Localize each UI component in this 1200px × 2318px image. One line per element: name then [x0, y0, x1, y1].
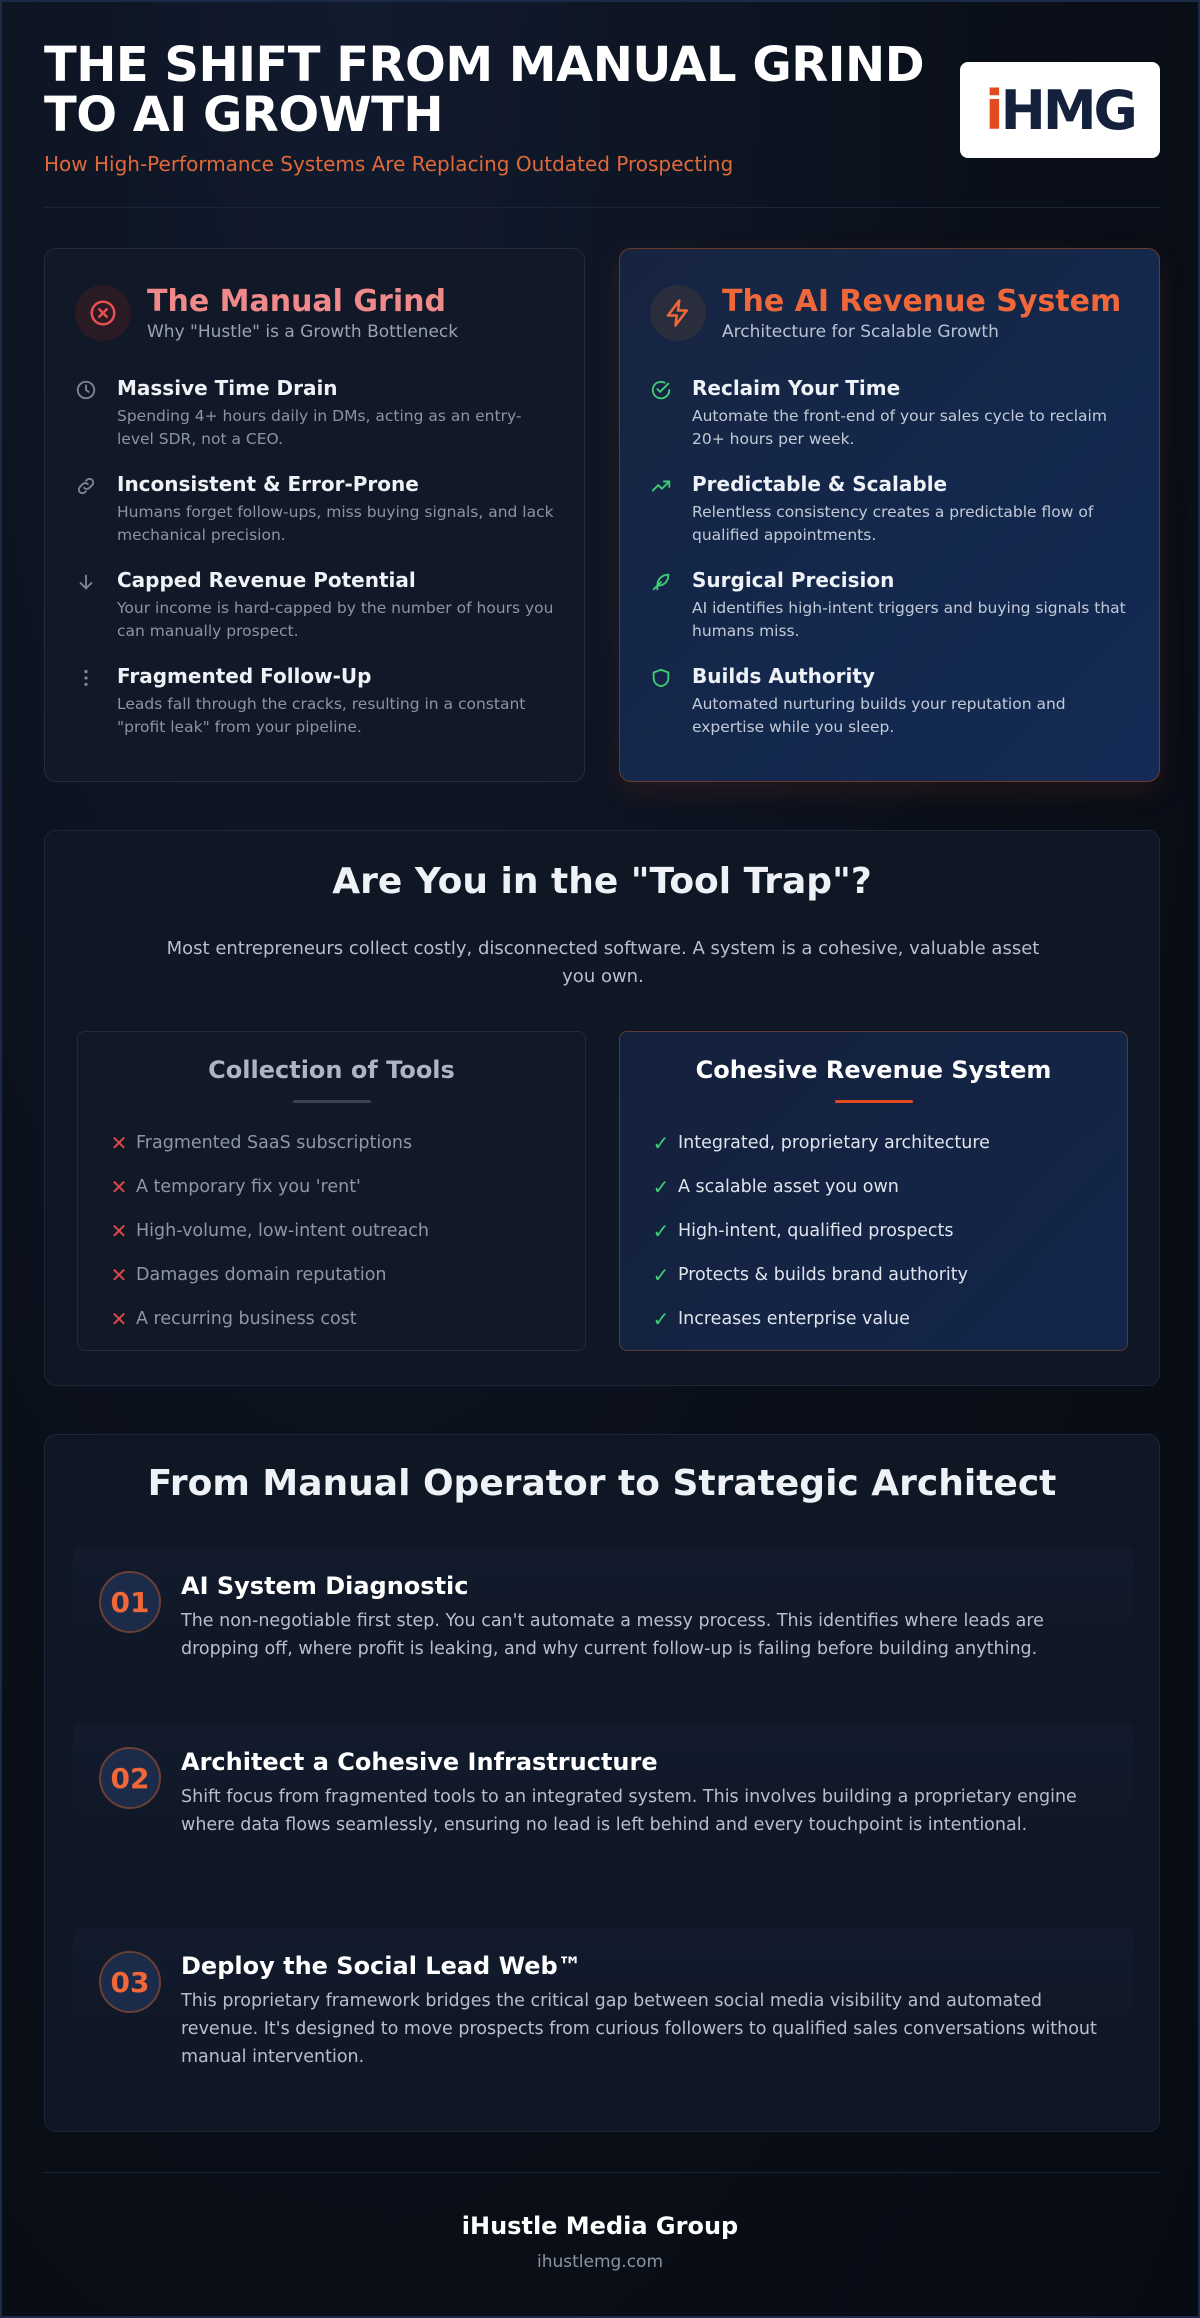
system-box-title: Cohesive Revenue System: [695, 1056, 1052, 1084]
collection-of-tools-box: [77, 1031, 586, 1351]
ai-feature: [650, 663, 1129, 759]
checkmark-icon: ✓: [652, 1307, 670, 1331]
tools-item-text: Fragmented SaaS subscriptions: [136, 1133, 413, 1153]
lightning-icon: [650, 285, 706, 341]
system-list-item: [646, 1297, 1101, 1341]
manual-grind-card: [44, 248, 585, 782]
shield-icon: [650, 663, 692, 759]
feature-title: Builds Authority: [692, 664, 875, 688]
tool-trap-title: Are You in the "Tool Trap"?: [332, 861, 872, 902]
system-item-text: High-intent, qualified prospects: [678, 1221, 954, 1241]
feature-title: Reclaim Your Time: [692, 376, 901, 400]
x-mark-icon: ✕: [110, 1307, 128, 1331]
manual-feature: [75, 375, 554, 471]
feature-title: Massive Time Drain: [117, 376, 338, 400]
page-subtitle: How High-Performance Systems Are Replacing Outdated Prospecting: [44, 152, 734, 176]
step-title: Architect a Cohesive Infrastructure: [181, 1748, 658, 1776]
ai-card-header: [650, 281, 1129, 345]
x-circle-icon: [75, 285, 131, 341]
ai-card-subtitle: Architecture for Scalable Growth: [722, 322, 999, 342]
checkmark-icon: ✓: [652, 1263, 670, 1287]
step-number: 01: [99, 1571, 161, 1633]
arrow-down-icon: [75, 567, 117, 663]
ai-feature: [650, 567, 1129, 663]
tools-list-item: [104, 1253, 559, 1297]
tools-item-text: A temporary fix you 'rent': [136, 1177, 361, 1197]
feature-desc: Spending 4+ hours daily in DMs, acting as an entry-level SDR, not a CEO.: [117, 407, 522, 448]
ai-feature-list: [650, 375, 1129, 759]
tools-item-text: A recurring business cost: [136, 1309, 357, 1329]
manual-feature: [75, 663, 554, 759]
tools-list-item: [104, 1209, 559, 1253]
tools-box-title: Collection of Tools: [208, 1056, 455, 1084]
system-list-item: [646, 1209, 1101, 1253]
system-item-text: Increases enterprise value: [678, 1309, 910, 1329]
system-divider: [835, 1100, 913, 1103]
step-title: Deploy the Social Lead Web™: [181, 1952, 582, 1980]
header: [44, 37, 1160, 208]
system-item-text: Protects & builds brand authority: [678, 1265, 969, 1285]
clock-icon: [75, 375, 117, 471]
trending-up-icon: [650, 471, 692, 567]
link-icon: [75, 471, 117, 567]
roadmap-step: [73, 1927, 1133, 2123]
feature-desc: Relentless consistency creates a predictable flow of qualified appointments.: [692, 503, 1094, 544]
ai-card-title: The AI Revenue System: [722, 284, 1122, 319]
x-mark-icon: ✕: [110, 1263, 128, 1287]
feature-desc: Automate the front-end of your sales cycle to reclaim 20+ hours per week.: [692, 407, 1107, 448]
step-description: This proprietary framework bridges the critical gap between social media visibility and automated revenue. It's designed to move prospects from curious followers to qualified sales conversations without manual intervention.: [181, 1991, 1097, 2067]
feature-desc: AI identifies high-intent triggers and buying signals that humans miss.: [692, 599, 1126, 640]
footer-url: ihustlemg.com: [536, 2252, 664, 2272]
feature-desc: Your income is hard-capped by the number of hours you can manually prospect.: [117, 599, 554, 640]
roadmap-step: [73, 1723, 1133, 1919]
manual-feature-list: [75, 375, 554, 759]
checkmark-icon: ✓: [652, 1219, 670, 1243]
x-mark-icon: ✕: [110, 1219, 128, 1243]
step-title: AI System Diagnostic: [181, 1572, 469, 1600]
tools-item-text: High-volume, low-intent outreach: [136, 1221, 429, 1241]
checkmark-icon: ✓: [652, 1131, 670, 1155]
system-list-item: [646, 1165, 1101, 1209]
roadmap-step: [73, 1547, 1133, 1717]
tools-list-item: [104, 1121, 559, 1165]
x-mark-icon: ✕: [110, 1175, 128, 1199]
step-description: Shift focus from fragmented tools to an integrated system. This involves building a proprietary engine where data flows seamlessly, ensuring no lead is left behind and every touchpoint is intentional.: [181, 1787, 1077, 1835]
manual-card-subtitle: Why "Hustle" is a Growth Bottleneck: [147, 322, 459, 342]
feature-title: Capped Revenue Potential: [117, 568, 416, 592]
feature-desc: Humans forget follow-ups, miss buying signals, and lack mechanical precision.: [117, 503, 554, 544]
step-description: The non-negotiable first step. You can't automate a messy process. This identifies where leads are dropping off, where profit is leaking, and why current follow-up is failing before building anything.: [181, 1611, 1044, 1659]
feature-desc: Leads fall through the cracks, resulting in a constant "profit leak" from your pipeline.: [117, 695, 526, 736]
manual-feature: [75, 471, 554, 567]
checkmark-icon: ✓: [652, 1175, 670, 1199]
dots-vertical-icon: [75, 663, 117, 759]
step-number: 02: [99, 1747, 161, 1809]
tools-item-text: Damages domain reputation: [136, 1265, 387, 1285]
system-list-item: [646, 1253, 1101, 1297]
manual-card-header: [75, 281, 554, 345]
footer-divider: [44, 2172, 1160, 2173]
step-number: 03: [99, 1951, 161, 2013]
page-title: THE SHIFT FROM MANUAL GRIND TO AI GROWTH: [44, 37, 925, 143]
logo-rest: HMG: [1000, 78, 1135, 142]
tools-divider: [293, 1100, 371, 1103]
feature-title: Predictable & Scalable: [692, 472, 948, 496]
roadmap-section: [44, 1434, 1160, 2132]
cohesive-system-box: [619, 1031, 1128, 1351]
feather-icon: [650, 567, 692, 663]
roadmap-title: From Manual Operator to Strategic Architect: [147, 1463, 1057, 1504]
feature-title: Fragmented Follow-Up: [117, 664, 372, 688]
ai-feature: [650, 375, 1129, 471]
ai-feature: [650, 471, 1129, 567]
system-item-text: Integrated, proprietary architecture: [678, 1133, 990, 1153]
tools-list-item: [104, 1297, 559, 1341]
system-item-text: A scalable asset you own: [678, 1177, 899, 1197]
logo-text: [985, 79, 1135, 142]
feature-title: Inconsistent & Error-Prone: [117, 472, 419, 496]
ai-revenue-card: [619, 248, 1160, 782]
footer-company-name: iHustle Media Group: [461, 2212, 739, 2240]
tool-trap-description: Most entrepreneurs collect costly, disconnected software. A system is a cohesive, valuable asset you own.: [166, 938, 1040, 987]
feature-desc: Automated nurturing builds your reputation and expertise while you sleep.: [692, 695, 1066, 736]
logo-prefix: i: [985, 78, 1001, 142]
tool-trap-section: [44, 830, 1160, 1386]
manual-card-title: The Manual Grind: [147, 284, 446, 319]
brand-logo: [960, 62, 1160, 158]
feature-title: Surgical Precision: [692, 568, 895, 592]
header-divider: [44, 207, 1160, 208]
manual-feature: [75, 567, 554, 663]
x-mark-icon: ✕: [110, 1131, 128, 1155]
system-list-item: [646, 1121, 1101, 1165]
check-circle-icon: [650, 375, 692, 471]
tools-list-item: [104, 1165, 559, 1209]
